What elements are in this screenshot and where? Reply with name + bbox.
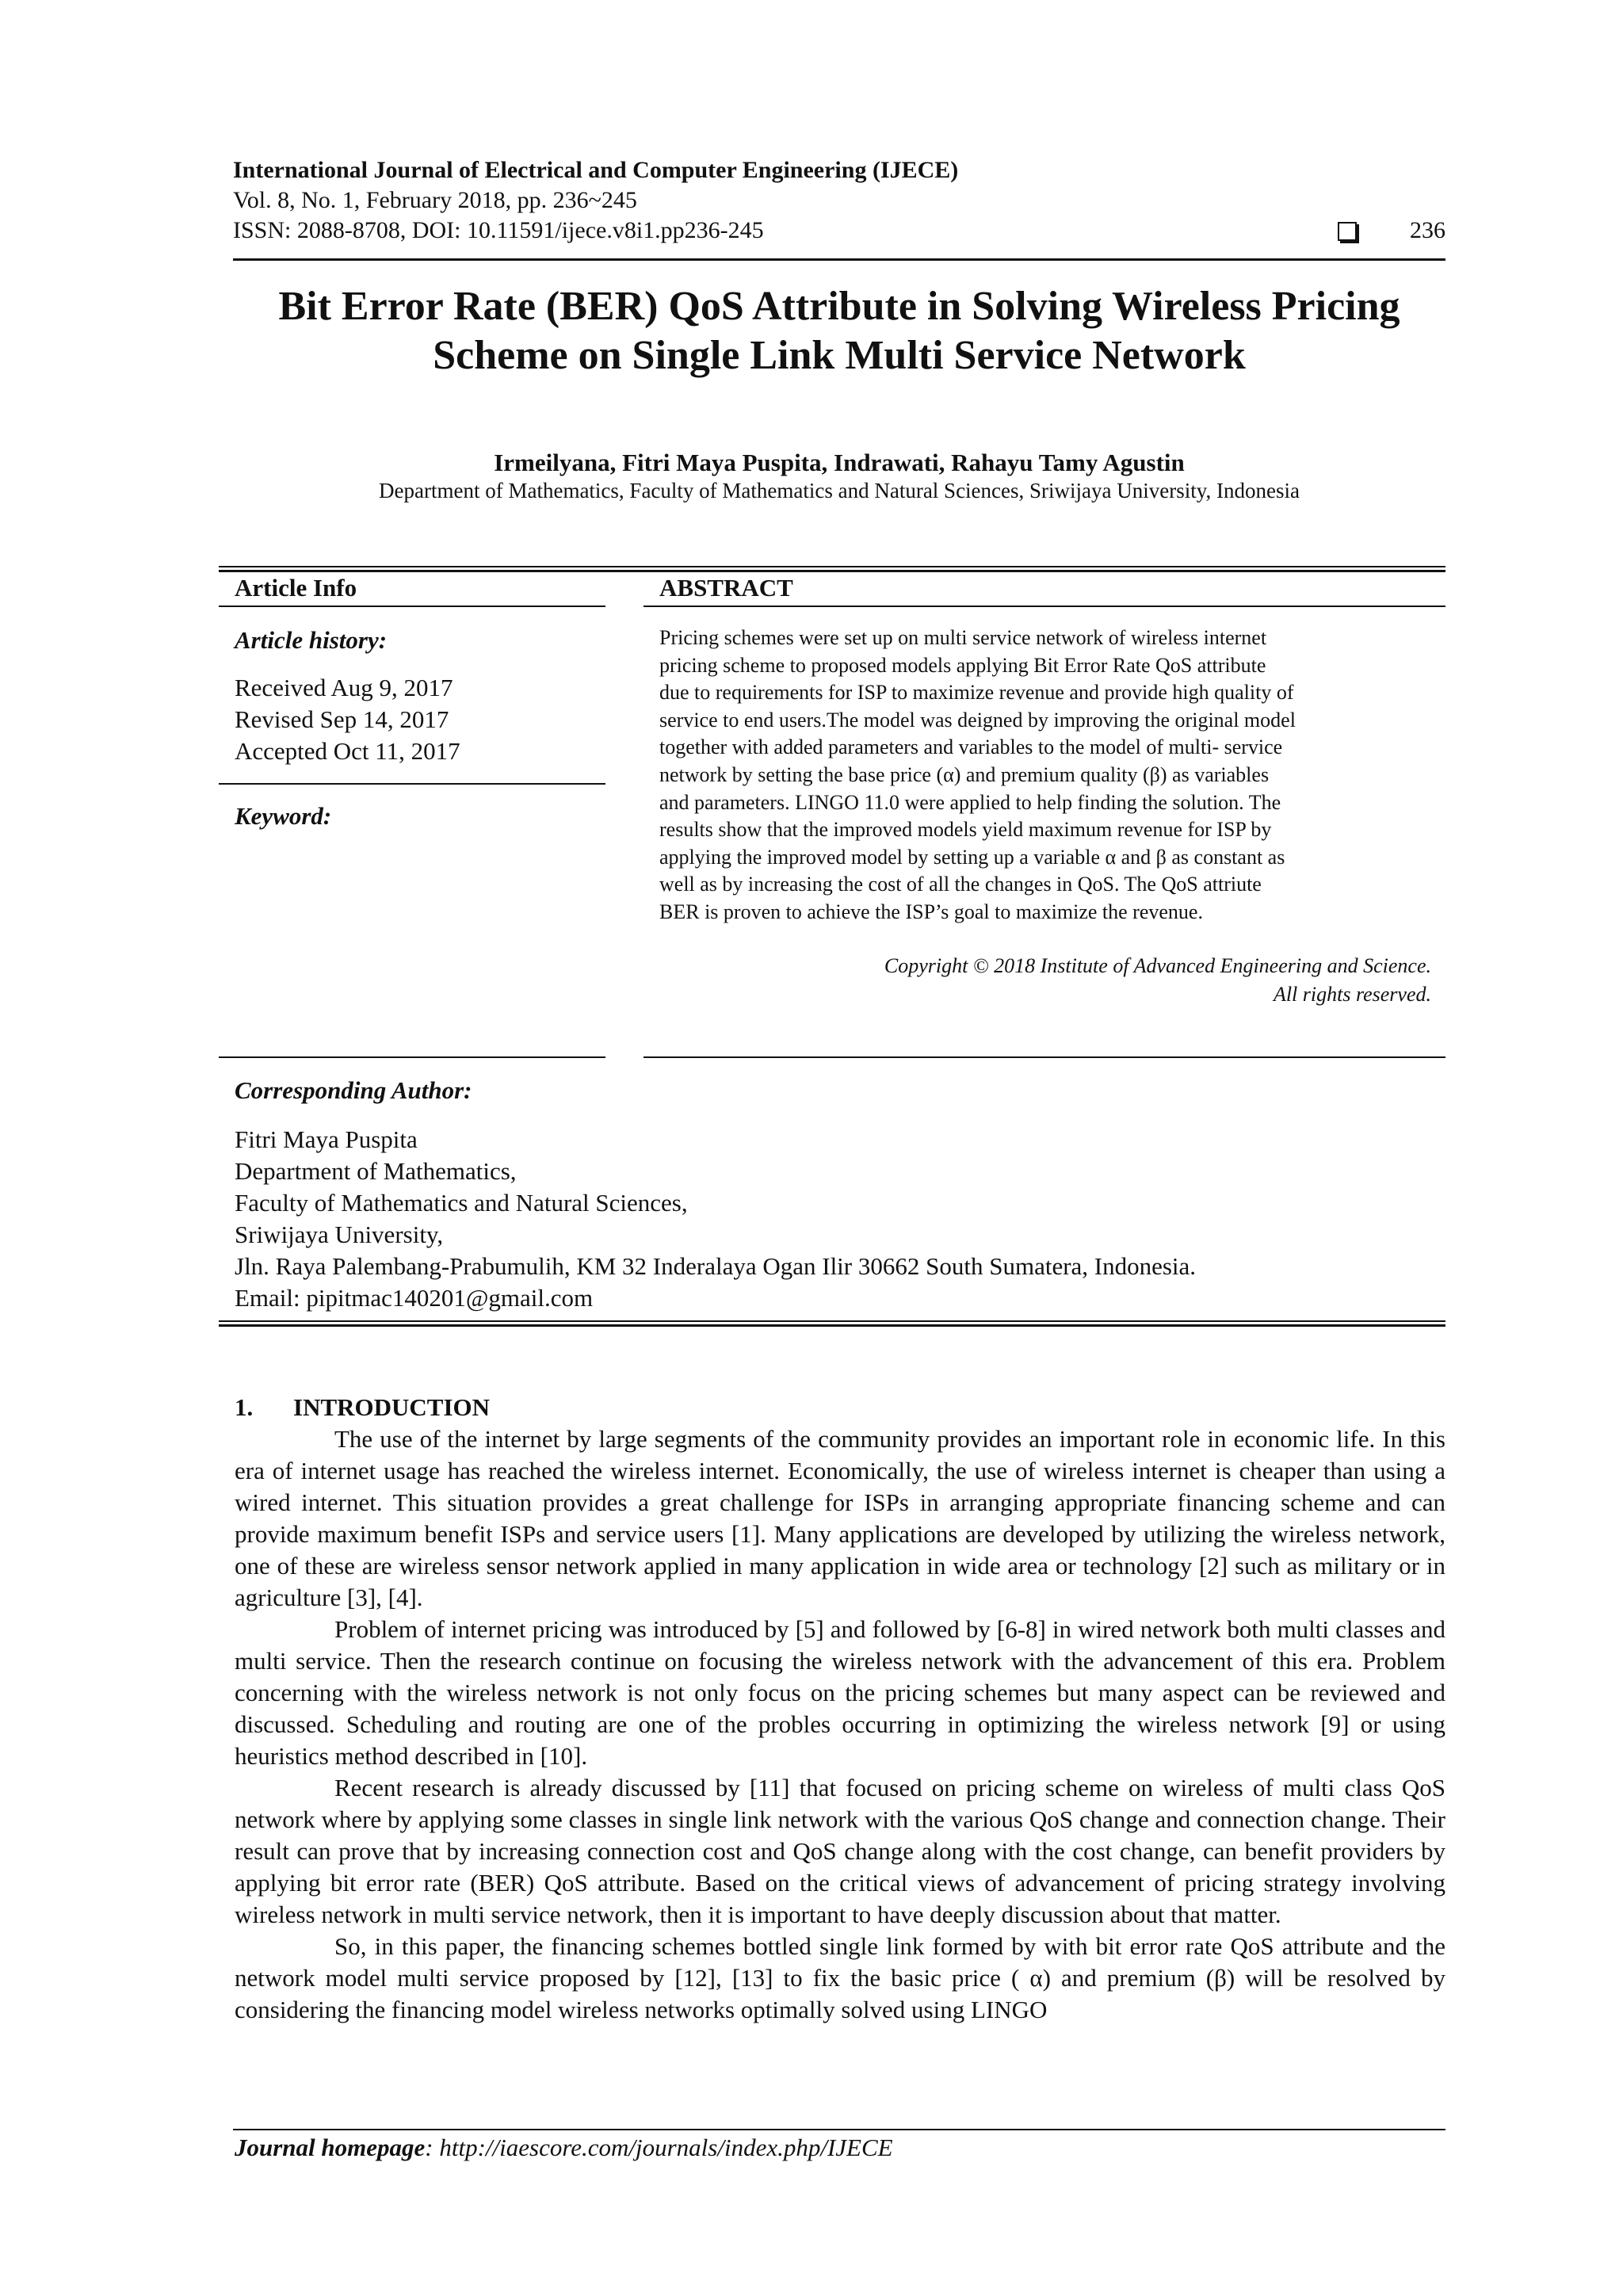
abstract-line: due to requirements for ISP to maximize revenue and provide high quality of [659,681,1294,705]
abstract-line: and parameters. LINGO 11.0 were applied to help finding the solution. The [659,790,1281,814]
footer-rule [233,2129,1445,2130]
paragraph: Problem of internet pricing was introduced by [5] and followed by [6-8] in wired network both multi classes and multi service. Then the research continue on focusing the wireless network with the advancement of this era. Problem concerning with the wireless network is not only focus on the pricing schemes but many aspect can be reviewed and discussed. Scheduling and routing are one of the probles occurring in optimizing the wireless network [9] or using heuristics method described in [10]. [235,1615,1445,1770]
journal-name: International Journal of Electrical and Computer Engineering (IJECE) [233,157,959,183]
abstract-bottom-rule [643,1056,1445,1058]
paragraph: Recent research is already discussed by [11] that focused on pricing scheme on wireless of multi class QoS network where by applying some classes in single link network with the various QoS change and connection change. Their result can prove that by increasing connection cost and QoS change along with the cost change, can benefit providers by applying bit error rate (BER) QoS attribute. Based on the critical views of advancement of pricing strategy involving wireless network in multi service network, then it is important to have deeply discussion about that matter. [235,1774,1445,1928]
page-number: 236 [1410,217,1445,243]
abstract-line: Pricing schemes were set up on multi service network of wireless internet [659,626,1267,649]
section-number: 1. [235,1393,254,1421]
author-email: Email: pipitmac140201@gmail.com [235,1284,594,1312]
corresponding-author-heading: Corresponding Author: [235,1076,472,1104]
article-info [219,569,605,831]
copyright-line-2: All rights reserved. [1273,982,1431,1006]
abstract-line: service to end users.The model was deigned by improving the original model [659,708,1296,732]
title-line-1: Bit Error Rate (BER) QoS Attribute in Solving Wireless Pricing [278,284,1400,329]
paragraph: The use of the internet by large segments of the community provides an important role in economic life. In this era of internet usage has reached the wireless internet. Economically, the use of wireless internet is cheaper than using a wired internet. This situation provides a great challenge for ISPs in arranging appropriate financing scheme and can provide maximum benefit ISPs and service users [1]. Many applications are developed by utilizing the wireless network, one of these are wireless sensor network applied in many application in wide area or technology [2] such as military or in agriculture [3], [4]. [235,1425,1445,1611]
journal-issn: ISSN: 2088-8708, DOI: 10.11591/ijece.v8i1.pp236-245 [233,217,764,243]
abstract-line: network by setting the base price (α) and premium quality (β) as variables [659,762,1270,786]
journal-header [233,155,1445,246]
section-heading [235,1392,1445,1423]
introduction-section [235,1392,1445,2026]
abstract-line: applying the improved model by setting up a variable α and β as constant as [659,845,1285,869]
header-rule [233,258,1445,261]
copyright-notice [643,952,1445,1009]
journal-volume: Vol. 8, No. 1, February 2018, pp. 236~245 [233,187,637,213]
article-history-heading: Article history: [235,626,388,654]
author-affiliation: Department of Mathematics, Faculty of Mathematics and Natural Sciences, Sriwijaya University, Indonesia [379,479,1300,502]
info-bottom-rule [219,1056,605,1058]
received-date: Received Aug 9, 2017 [235,674,453,701]
double-rule-bottom [219,1320,1445,1327]
corresponding-author [235,1075,1439,1314]
author-department: Department of Mathematics, [235,1157,517,1185]
author-address: Jln. Raya Palembang-Prabumulih, KM 32 Inderalaya Ogan Ilir 30662 South Sumatera, Indonesia. [235,1252,1197,1280]
abstract-line: well as by increasing the cost of all the changes in QoS. The QoS attriute [659,873,1262,896]
section-title: INTRODUCTION [293,1393,491,1421]
author-list: Irmeilyana, Fitri Maya Puspita, Indrawati, Rahayu Tamy Agustin [494,449,1185,476]
abstract-line: pricing scheme to proposed models applying Bit Error Rate QoS attribute [659,653,1266,677]
accepted-date: Accepted Oct 11, 2017 [235,737,460,765]
abstract [643,569,1445,1009]
article-info-heading: Article Info [219,569,605,607]
author-university: Sriwijaya University, [235,1221,444,1248]
author-name: Fitri Maya Puspita [235,1125,418,1153]
article-history [219,672,605,767]
abstract-line: BER is proven to achieve the ISP’s goal to maximize the revenue. [659,900,1203,923]
checkbox-square-icon [1338,222,1357,241]
abstract-text [643,625,1445,926]
abstract-line: together with added parameters and variables to the model of multi- service [659,735,1283,759]
paragraph: So, in this paper, the financing schemes bottled single link formed by with bit error rate QoS attribute and the network model multi service proposed by [12], [13] to fix the basic price ( α) and premium (β) will be resolved by considering the financing model wireless networks optimally solved using LINGO [235,1932,1445,2023]
revised-date: Revised Sep 14, 2017 [235,705,449,733]
homepage-url[interactable]: : http://iaescore.com/journals/index.php/IJECE [425,2134,893,2161]
keyword-heading: Keyword: [235,802,332,830]
info-separator [219,783,605,785]
abstract-line: results show that the improved models yield maximum revenue for ISP by [659,818,1272,842]
paper-title [217,282,1461,380]
journal-homepage [235,2134,893,2162]
title-line-2: Scheme on Single Link Multi Service Network [433,333,1246,378]
abstract-heading: ABSTRACT [643,569,1445,607]
homepage-label: Journal homepage [235,2134,426,2161]
copyright-line-1: Copyright © 2018 Institute of Advanced Engineering and Science. [884,953,1431,977]
author-faculty: Faculty of Mathematics and Natural Sciences, [235,1189,688,1217]
